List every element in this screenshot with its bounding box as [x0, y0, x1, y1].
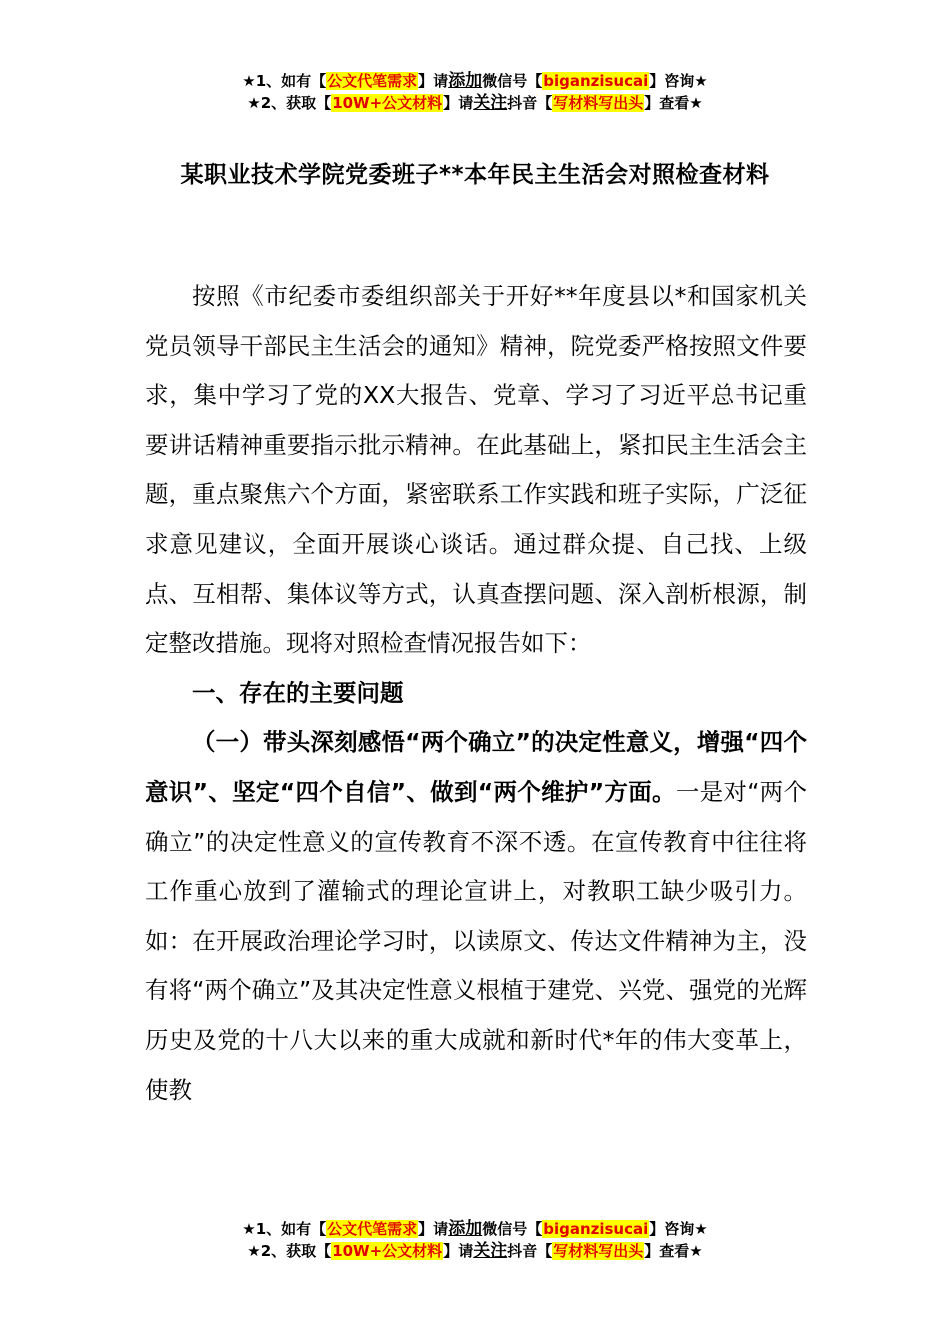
- banner-text: 抖音【: [507, 1242, 553, 1260]
- banner-text: 抖音【: [507, 94, 553, 112]
- banner-text: ★1、如有【: [242, 72, 327, 90]
- banner-line-1: [0, 1218, 950, 1240]
- banner-emphasis: 关注: [473, 1241, 508, 1261]
- banner-text: ★2、获取【: [247, 94, 332, 112]
- banner-text: ★1、如有【: [242, 1220, 327, 1238]
- banner-text: 】咨询★: [649, 72, 708, 90]
- section-heading: 一、存在的主要问题: [192, 678, 404, 707]
- subsection-heading: （一）带头深刻感悟“两个确立”的决定性意义，增强“四个意识”、坚定“四个自信”、做到“两个维护”方面。: [145, 728, 807, 806]
- banner-text: 】请: [418, 1220, 449, 1238]
- subsection-body: 一是对“两个确立”的决定性意义的宣传教育不深不透。在宣传教育中往往将工作重心放到了灌输式的理论宣讲上，对教职工缺少吸引力。如：在开展政治理论学习时，以读原文、传达文件精神为主，没有将“两个确立”及其决定性意义根植于建党、兴党、强党的光辉历史及党的十八大以来的重大成就和新时代*年的伟大变革上，使教: [145, 777, 807, 1104]
- banner-line-1: [0, 70, 950, 92]
- banner-highlight: 10W+公文材料: [332, 94, 443, 112]
- banner-line-2: [0, 1240, 950, 1262]
- banner-text: 】查看★: [644, 1242, 703, 1260]
- bottom-banner: [0, 1218, 950, 1262]
- banner-text: 】请: [443, 94, 474, 112]
- document-title: 某职业技术学院党委班子**本年民主生活会对照检查材料: [180, 162, 770, 188]
- subsection-paragraph: [145, 718, 807, 1115]
- banner-highlight: 公文代笔需求: [327, 1220, 418, 1238]
- banner-highlight: 写材料写出头: [553, 1242, 644, 1260]
- banner-text: 】查看★: [644, 94, 703, 112]
- banner-text: 微信号【: [482, 1220, 543, 1238]
- banner-highlight: biganzisucai: [543, 1220, 649, 1238]
- banner-emphasis: 添加: [448, 1219, 483, 1239]
- document-body: [145, 272, 807, 1115]
- banner-text: 微信号【: [482, 72, 543, 90]
- banner-highlight: biganzisucai: [543, 72, 649, 90]
- banner-text: 】咨询★: [649, 1220, 708, 1238]
- banner-text: ★2、获取【: [247, 1242, 332, 1260]
- banner-text: 】请: [418, 72, 449, 90]
- intro-paragraph: 按照《市纪委市委组织部关于开好**年度县以*和国家机关党员领导干部民主生活会的通知》精神，院党委严格按照文件要求，集中学习了党的XX大报告、党章、学习了习近平总书记重要讲话精神重要指示批示精神。在此基础上，紧扣民主生活会主题，重点聚焦六个方面，紧密联系工作实践和班子实际，广泛征求意见建议，全面开展谈心谈话。通过群众提、自己找、上级点、互相帮、集体议等方式，认真查摆问题、深入剖析根源，制定整改措施。现将对照检查情况报告如下：: [145, 282, 807, 658]
- top-banner: [0, 70, 950, 114]
- banner-emphasis: 关注: [473, 93, 508, 113]
- banner-highlight: 10W+公文材料: [332, 1242, 443, 1260]
- banner-highlight: 公文代笔需求: [327, 72, 418, 90]
- banner-line-2: [0, 92, 950, 114]
- banner-highlight: 写材料写出头: [553, 94, 644, 112]
- banner-text: 】请: [443, 1242, 474, 1260]
- banner-emphasis: 添加: [448, 71, 483, 91]
